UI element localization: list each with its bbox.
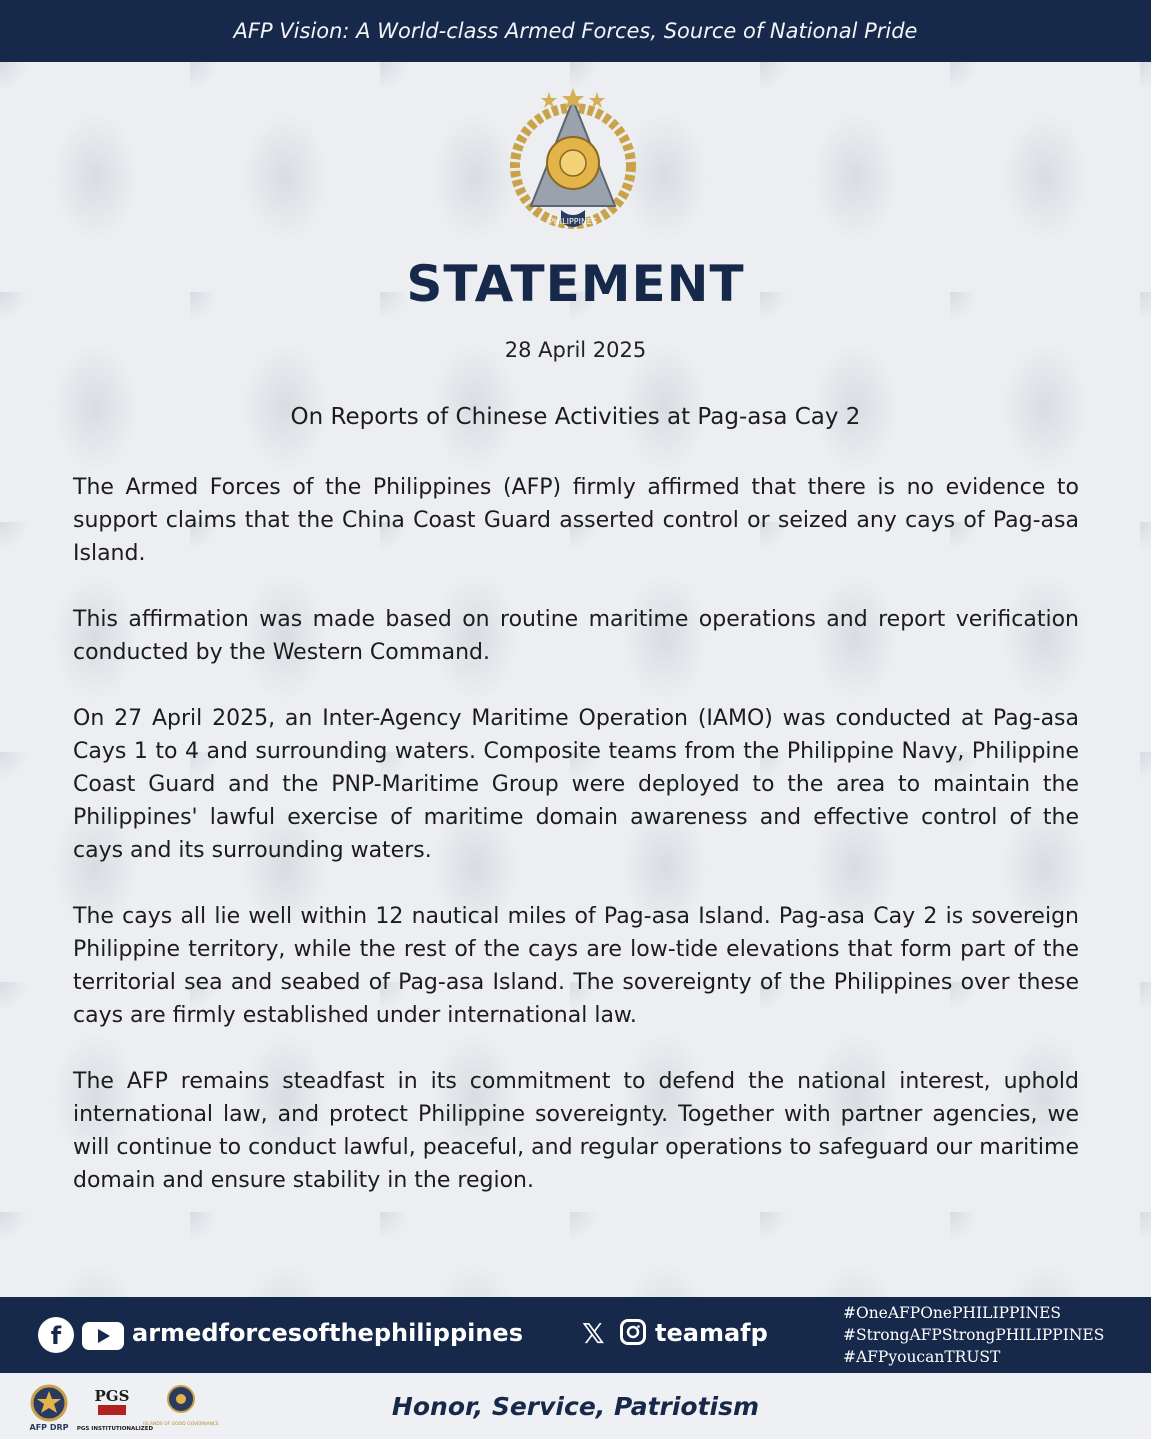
star-right [589,92,605,108]
logo-text: AFP DRP [29,1423,69,1432]
hashtags [843,1302,1104,1368]
instagram-icon[interactable] [620,1319,646,1345]
afp-seal [503,78,643,238]
svg-text:PGS: PGS [94,1387,130,1405]
motto: Honor, Service, Patriotism [391,1392,760,1421]
paragraph: On 27 April 2025, an Inter-Agency Maritime Operation (IAMO) was conducted at Pag-asa Cays 1 to 4 and surrounding waters. Composite teams from the Philippine Navy, Philippine Coast Guard and the PNP-Maritime Group were deployed to the area to maintain the Philippines' lawful exercise of maritime domain awareness and effective control of the cays and its surrounding waters. [73,706,1079,863]
facebook-icon[interactable] [38,1317,74,1353]
hashtag[interactable]: #AFPyoucanTRUST [843,1348,1001,1366]
facebook-youtube-handle[interactable]: armedforcesofthephilippines [132,1319,523,1347]
seal-text: PHILIPPINES [548,217,598,226]
statement-date: 28 April 2025 [504,338,647,362]
logo-text: ISLANDS OF GOOD GOVERNANCE [143,1422,219,1427]
vision-text: AFP Vision: A World-class Armed Forces, Source of National Pride [233,19,918,43]
logo-text: PGS INSTITUTIONALIZED [76,1426,154,1432]
paragraph: This affirmation was made based on routine maritime operations and report verification conducted by the Western Command. [73,607,1079,665]
paragraph: The Armed Forces of the Philippines (AFP) firmly affirmed that there is no evidence to support claims that the China Coast Guard asserted control or seized any cays of Pag-asa Island. [73,475,1079,566]
paragraph: The AFP remains steadfast in its commitment to defend the national interest, uphold international law, and protect Philippine sovereignty. Together with partner agencies, we will continue to conduct lawful, peaceful, and regular operations to safeguard our maritime domain and ensure stability in the region. [73,1069,1079,1193]
paragraph: The cays all lie well within 12 nautical miles of Pag-asa Island. Pag-asa Cay 2 is sovereign Philippine territory, while the rest of the cays are low-tide elevations that form part of the territorial sea and seabed of Pag-asa Island. The sovereignty of the Philippines over these cays are firmly established under international law. [73,904,1079,1028]
x-instagram-handle[interactable]: teamafp [655,1319,768,1347]
sun-core [560,150,586,176]
hashtag[interactable]: #StrongAFPStrongPHILIPPINES [843,1326,1105,1344]
youtube-icon[interactable] [82,1322,124,1350]
social-footer [0,1297,1151,1373]
svg-text:f: f [50,1322,62,1350]
hashtag[interactable]: #OneAFPOnePHILIPPINES [843,1304,1062,1322]
x-icon[interactable]: 𝕏 [582,1317,605,1350]
statement-title: STATEMENT [406,255,745,313]
vision-banner [0,0,1151,62]
statement-body [73,471,1079,1230]
star-left [541,92,557,108]
statement-subject: On Reports of Chinese Activities at Pag-asa Cay 2 [290,404,861,430]
